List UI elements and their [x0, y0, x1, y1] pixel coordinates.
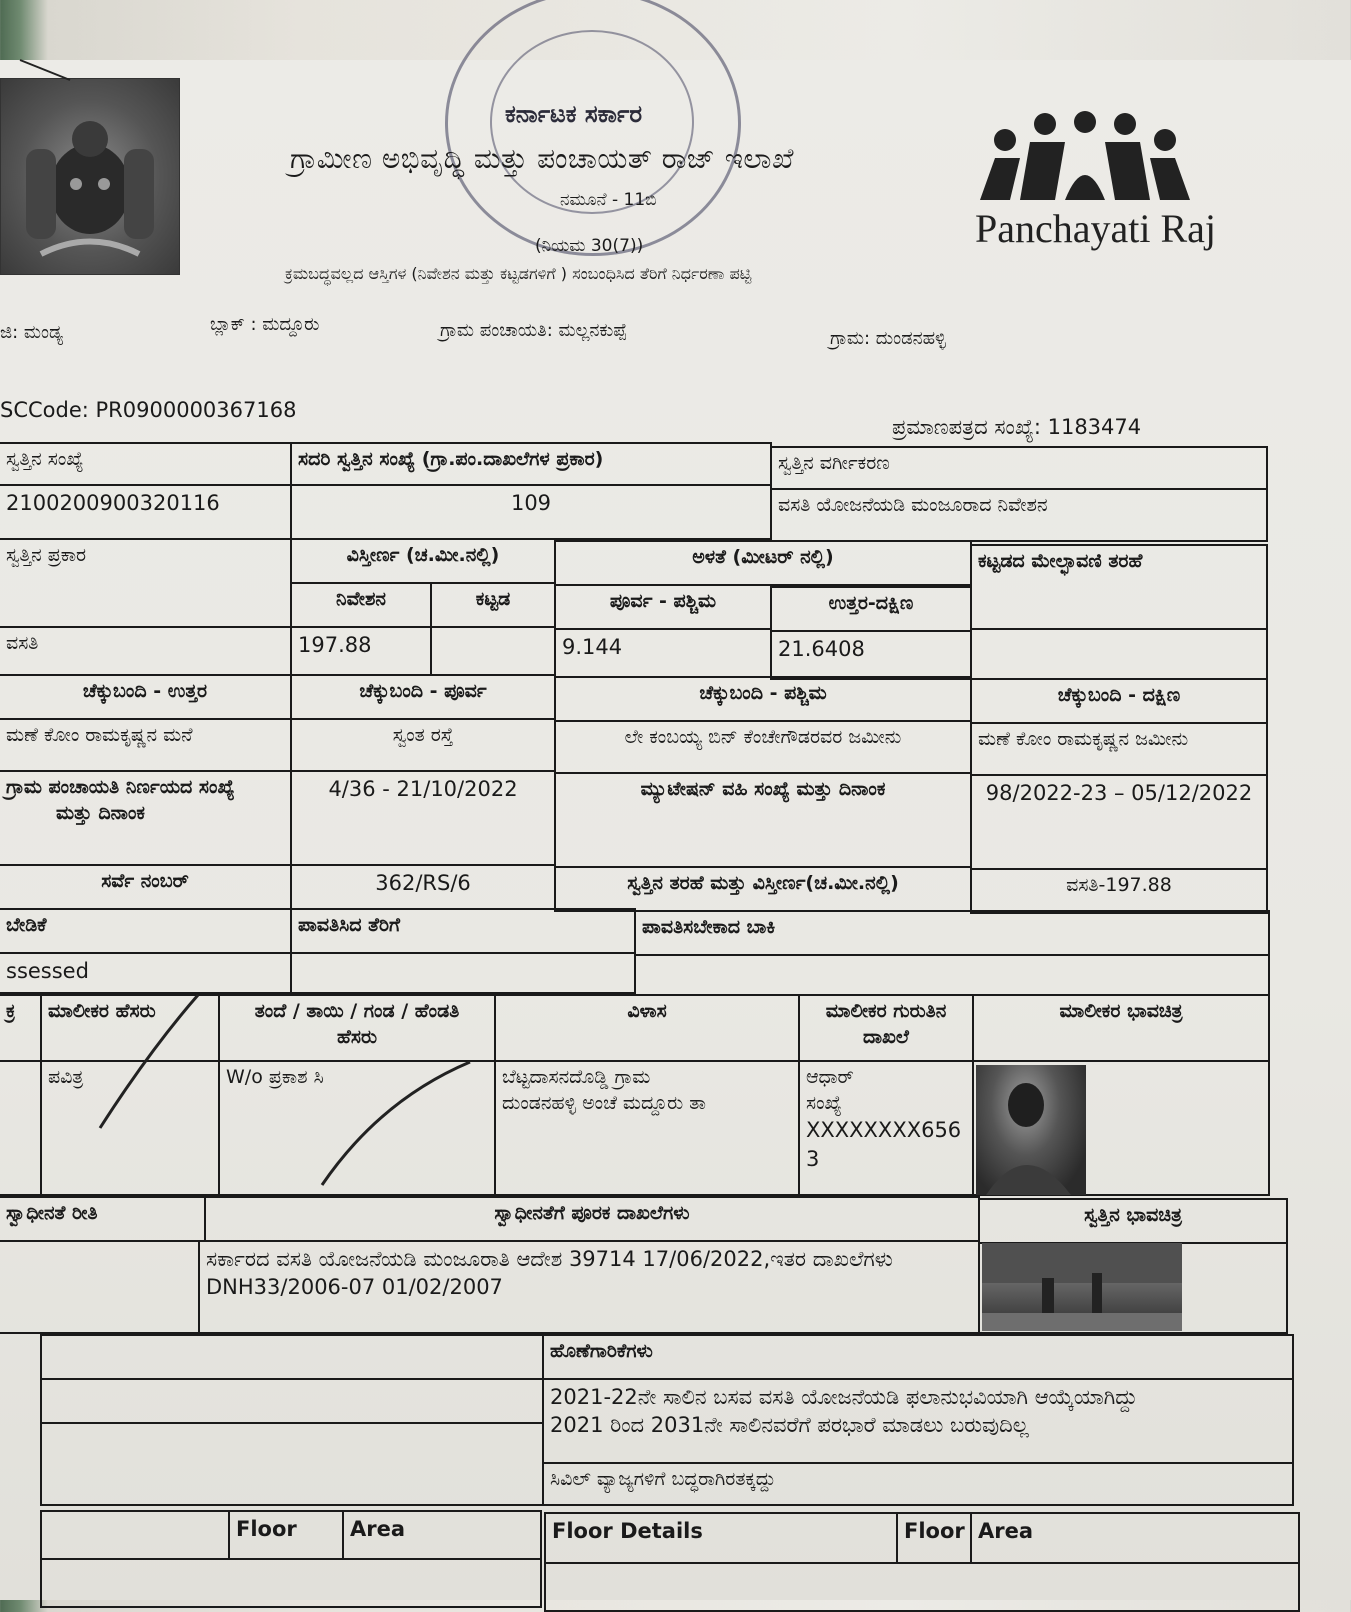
resolution-value: 4/36 - 21/10/2022 [290, 770, 556, 866]
owner-id-value [798, 1060, 974, 1196]
owner-id-label [798, 994, 974, 1062]
west-boundary-value: ಲೇ ಕಂಬಯ್ಯ ಬಿನ್ ಕೆಂಚೇಗೌಡರವರ ಜಮೀನು [554, 720, 972, 774]
building-label: ಕಟ್ಟಡ [430, 582, 556, 628]
tax-paid-label: ಪಾವತಿಸಿದ ತೆರಿಗೆ [290, 908, 636, 954]
liabilities-text [542, 1378, 1294, 1464]
owner-id-label-line-1: ಮಾಲೀಕರ ಗುರುತಿನ [825, 1000, 947, 1022]
property-type-label: ಸ್ವತ್ತಿನ ಪ್ರಕಾರ [0, 538, 292, 628]
owner-address-line-2: ದುಂಡನಹಳ್ಳಿ ಅಂಚೆ ಮದ್ದೂರು ತಾ [502, 1091, 706, 1114]
possession-docs-line-1: ಸರ್ಕಾರದ ವಸತಿ ಯೋಜನೆಯಡಿ ಮಂಜೂರಾತಿ ಆದೇಶ 39714 17/06/2022,ಇತರ ದಾಖಲೆಗಳು [206, 1247, 893, 1271]
owner-address-value [494, 1060, 800, 1196]
area-label-left: Area [342, 1510, 542, 1560]
owner-id-type-line-1: ಆಧಾರ್ [806, 1066, 854, 1088]
owner-name-value: ಪವಿತ್ರ [40, 1060, 220, 1196]
property-type-value: ವಸತಿ [0, 626, 292, 676]
owner-id-number-line-1: XXXXXXXX656 [806, 1118, 962, 1143]
north-south-label: ಉತ್ತರ-ದಕ್ಷಿಣ [770, 586, 972, 632]
address-label: ವಿಳಾಸ [494, 994, 800, 1062]
possession-mode-value [0, 1240, 200, 1334]
relation-label [218, 994, 496, 1062]
site-label: ನಿವೇಶನ [290, 582, 432, 628]
liabilities-label: ಹೊಣೆಗಾರಿಕೆಗಳು [542, 1334, 1294, 1380]
roof-type-label: ಕಟ್ಟಡದ ಮೇಲ್ಛಾವಣಿ ತರಹೆ [970, 544, 1268, 630]
gp-number-value: 109 [290, 484, 772, 540]
floor-row-right [544, 1562, 1300, 1612]
district: ಜಿ: ಮಂಡ್ಯ [0, 322, 63, 343]
property-id-value: 2100200900320116 [0, 484, 292, 540]
serial-value [0, 1060, 42, 1196]
panchayati-raj-logo-icon [975, 110, 1195, 200]
seal-text: ಕರ್ನಾಟಕ ಸರ್ಕಾರ [505, 100, 643, 128]
dimension-label: ಅಳತೆ (ಮೀಟರ್ ನಲ್ಲಿ) [554, 540, 972, 586]
state-emblem-icon [0, 78, 180, 275]
area-label: ವಿಸ್ತೀರ್ಣ (ಚ.ಮೀ.ನಲ್ಲಿ) [290, 538, 556, 584]
demand-label: ಬೇಡಿಕೆ [0, 908, 292, 954]
property-type-area-label: ಸ್ವತ್ತಿನ ತರಹೆ ಮತ್ತು ವಿಸ್ತೀರ್ಣ(ಚ.ಮೀ.ನಲ್ಲಿ) [554, 866, 972, 912]
relation-label-line-1: ತಂದೆ / ತಾಯಿ / ಗಂಡ / ಹೆಂಡತಿ [254, 1000, 460, 1022]
liabilities-line-3: ಸಿವಿಲ್ ವ್ಯಾಜ್ಯಗಳಿಗೆ ಬದ್ಧರಾಗಿರತಕ್ಕದ್ದು [542, 1462, 1294, 1506]
liabilities-line-1: 2021-22ನೇ ಸಾಲಿನ ಬಸವ ವಸತಿ ಯೋಜನೆಯಡಿ ಫಲಾನುಭವಿಯಾಗಿ ಆಯ್ಕೆಯಾಗಿದ್ದು [550, 1385, 1138, 1409]
area-label-right: Area [970, 1512, 1300, 1564]
logo-text: Panchayati Raj [975, 206, 1217, 251]
gram-panchayat: ಗ್ರಾಮ ಪಂಚಾಯತಿ: ಮಲ್ಲನಕುಪ್ಪೆ [440, 320, 627, 341]
certificate-number: ಪ್ರಮಾಣಪತ್ರದ ಸಂಖ್ಯೆ: 1183474 [892, 415, 1142, 439]
north-boundary-label: ಚೆಕ್ಕುಬಂದಿ - ಉತ್ತರ [0, 674, 292, 720]
roof-type-value [970, 628, 1268, 680]
property-type-area-value: ವಸತಿ-197.88 [970, 868, 1268, 914]
liabilities-blank-2 [40, 1378, 544, 1424]
floor-table-left-blank [40, 1510, 230, 1560]
owner-name-label: ಮಾಲೀಕರ ಹೆಸರು [40, 994, 220, 1062]
relation-label-line-2: ಹೆಸರು [336, 1025, 378, 1048]
north-boundary-value: ಮಣೆ ಕೋಂ ರಾಮಕೃಷ್ಣನ ಮನೆ [0, 718, 292, 772]
rule-reference: (ನಿಯಮ 30(7)) [535, 236, 644, 256]
form-name: ನಮೂನೆ - 11ಬಿ [560, 190, 657, 210]
owner-photo [976, 1065, 1086, 1195]
south-boundary-value: ಮಣೆ ಕೋಂ ರಾಮಕೃಷ್ಣನ ಜಮೀನು [970, 722, 1268, 776]
mutation-value: 98/2022-23 – 05/12/2022 [970, 774, 1268, 870]
resolution-label [0, 770, 292, 866]
liabilities-blank-3 [40, 1422, 544, 1506]
south-boundary-label: ಚೆಕ್ಕುಬಂದಿ - ದಕ್ಷಿಣ [970, 678, 1268, 724]
property-photo [982, 1243, 1182, 1331]
department-title: ಗ್ರಾಮೀಣ ಅಭಿವೃದ್ಧಿ ಮತ್ತು ಪಂಚಾಯತ್ ರಾಜ್ ಇಲಾಖೆ [290, 142, 794, 175]
mutation-label: ಮ್ಯುಟೇಷನ್ ವಹಿ ಸಂಖ್ಯೆ ಮತ್ತು ದಿನಾಂಕ [554, 772, 972, 868]
tax-due-label: ಪಾವತಿಸಬೇಕಾದ ಬಾಕಿ [634, 910, 1270, 956]
classification-label: ಸ್ವತ್ತಿನ ವರ್ಗೀಕರಣ [770, 446, 1268, 490]
owner-id-number-line-2: 3 [806, 1146, 820, 1171]
floor-label-right: Floor [896, 1512, 972, 1564]
north-south-value: 21.6408 [770, 630, 972, 680]
east-west-label: ಪೂರ್ವ - ಪಶ್ಚಿಮ [554, 584, 772, 630]
owner-address-line-1: ಬೆಟ್ಟದಾಸನದೊಡ್ಡಿ ಗ್ರಾಮ [502, 1066, 651, 1088]
possession-mode-label: ಸ್ವಾಧೀನತೆ ರೀತಿ [0, 1196, 206, 1242]
resolution-label-line-2: ಮತ್ತು ದಿನಾಂಕ [56, 801, 145, 824]
liabilities-blank-1 [40, 1334, 544, 1380]
survey-number-value: 362/RS/6 [290, 864, 556, 910]
document-subtitle: ಕ್ರಮಬದ್ಧವಲ್ಲದ ಆಸ್ತಿಗಳ (ನಿವೇಶನ ಮತ್ತು ಕಟ್ಟಡಗಳಿಗೆ ) ಸಂಬಂಧಿಸಿದ ತೆರಿಗೆ ನಿರ್ಧರಣಾ ಪಟ್ಟಿ [285, 264, 752, 283]
sccode: SCCode: PR0900000367168 [0, 398, 297, 422]
relation-value: W/o ಪ್ರಕಾಶ ಸಿ [218, 1060, 496, 1196]
classification-value: ವಸತಿ ಯೋಜನೆಯಡಿ ಮಂಜೂರಾದ ನಿವೇಶನ [770, 488, 1268, 542]
survey-number-label: ಸರ್ವೆ ನಂಬರ್ [0, 864, 292, 910]
west-boundary-label: ಚೆಕ್ಕುಬಂದಿ - ಪಶ್ಚಿಮ [554, 676, 972, 722]
building-area-value [430, 626, 556, 676]
serial-label: ಕ್ರ [0, 994, 42, 1062]
possession-docs-value [198, 1240, 980, 1334]
block: ಬ್ಲಾಕ್ : ಮದ್ದೂರು [210, 314, 320, 335]
property-id-label: ಸ್ವತ್ತಿನ ಸಂಖ್ಯೆ [0, 442, 292, 486]
east-west-value: 9.144 [554, 628, 772, 678]
property-photo-label: ಸ್ವತ್ತಿನ ಭಾವಚಿತ್ರ [978, 1198, 1288, 1244]
floor-label-left: Floor [228, 1510, 344, 1560]
liabilities-line-2: 2021 ರಿಂದ 2031ನೇ ಸಾಲಿನವರೆಗೆ ಪರಭಾರೆ ಮಾಡಲು ಬರುವುದಿಲ್ಲ [550, 1413, 1029, 1438]
tax-paid-value [290, 952, 636, 994]
east-boundary-value: ಸ್ವಂತ ರಸ್ತೆ [290, 718, 556, 772]
assessed-label: ssessed [0, 952, 292, 994]
site-area-value: 197.88 [290, 626, 432, 676]
owner-photo-label: ಮಾಲೀಕರ ಭಾವಚಿತ್ರ [972, 994, 1270, 1062]
east-boundary-label: ಚೆಕ್ಕುಬಂದಿ - ಪೂರ್ವ [290, 674, 556, 720]
owner-id-label-line-2: ದಾಖಲೆ [863, 1025, 909, 1048]
floor-row-left [40, 1558, 542, 1608]
owner-id-type-line-2: ಸಂಖ್ಯೆ [806, 1091, 842, 1114]
gp-number-label: ಸದರಿ ಸ್ವತ್ತಿನ ಸಂಖ್ಯೆ (ಗ್ರಾ.ಪಂ.ದಾಖಲೆಗಳ ಪ್ರಕಾರ) [290, 442, 772, 486]
village: ಗ್ರಾಮ: ದುಂಡನಹಳ್ಳಿ [830, 328, 947, 349]
resolution-label-line-1: ಗ್ರಾಮ ಪಂಚಾಯತಿ ನಿರ್ಣಯದ ಸಂಖ್ಯೆ [6, 776, 235, 798]
tax-due-value [634, 954, 1270, 996]
possession-docs-line-2: DNH33/2006-07 01/02/2007 [206, 1275, 503, 1300]
possession-docs-label: ಸ್ವಾಧೀನತೆಗೆ ಪೂರಕ ದಾಖಲೆಗಳು [204, 1196, 980, 1242]
floor-details-label: Floor Details [544, 1512, 898, 1564]
